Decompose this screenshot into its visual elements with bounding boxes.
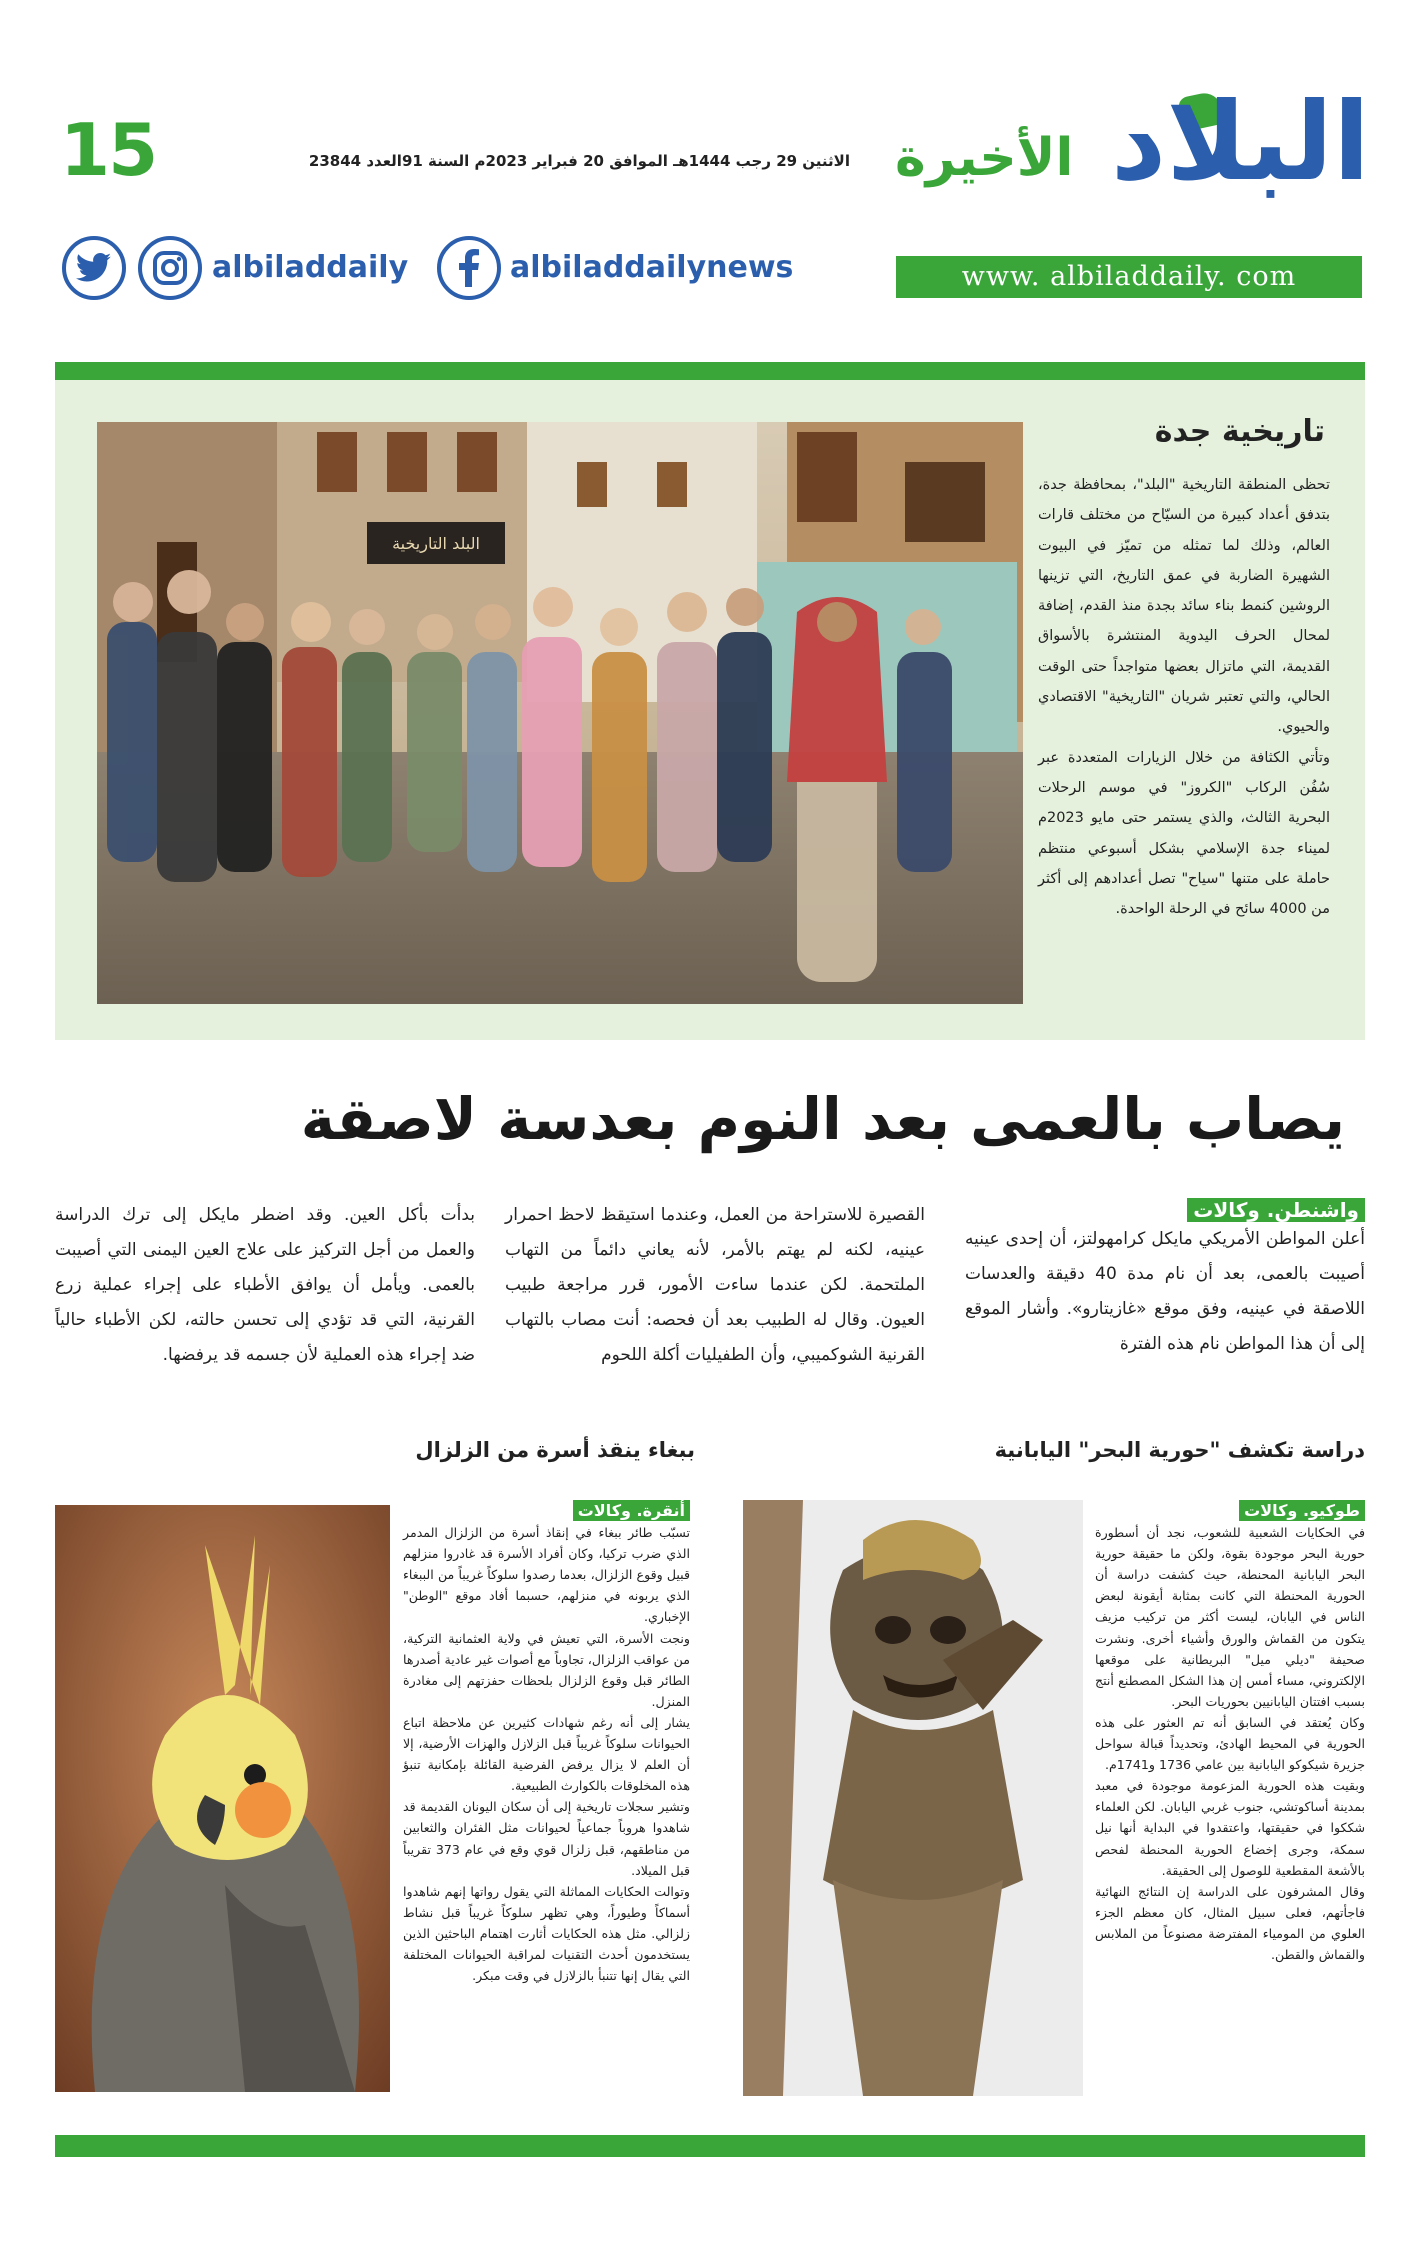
mermaid-story-body bbox=[1095, 1500, 1365, 1965]
mermaid-paragraph: وكان يُعتقد في السابق أنه تم العثور على هذه الحورية في المحيط الهادئ، وتحديداً قبالة سواحل جزيرة شيكوكو اليابانية بين عامي 1736 و1741م. bbox=[1095, 1714, 1365, 1773]
website-url[interactable]: www. albiladdaily. com bbox=[896, 256, 1362, 298]
main-story-col-2: القصيرة للاستراحة من العمل، وعندما استيقظ لاحظ احمرار عينيه، لكنه لم يهتم بالأمر، لأنه يعاني دائماً من التهاب الملتحمة. لكن عندما ساءت الأمور، قرر مراجعة طبيب العيون. وقال له الطبيب بعد أن فحصه: أنت مصاب بالتهاب القرنية الشوكميبي، وأن الطفيليات أكلة اللحوم bbox=[505, 1205, 925, 1365]
feature-title: تاريخية جدة bbox=[1154, 414, 1325, 449]
mermaid-paragraph: وبقيت هذه الحورية المزعومة موجودة في معبد بمدينة أساكوتشي، جنوب غربي اليابان. لكن العلماء شككوا في حقيقتها، واعتقدوا في البداية أنها نيل سمكة، وجرى إخضاع الحورية المحنطة لفحص بالأشعة المقطعية للوصول إلى الحقيقة. bbox=[1095, 1778, 1365, 1878]
facebook-icon[interactable] bbox=[437, 236, 501, 300]
logo-sub-text: الأخيرة bbox=[895, 128, 1074, 188]
main-headline: يصاب بالعمى بعد النوم بعدسة لاصقة bbox=[300, 1085, 1345, 1153]
parrot-paragraph: ونجت الأسرة، التي تعيش في ولاية العثمانية التركية، من عواقب الزلزال، تجاوباً مع أصوات غير عادية أصدرها الطائر قبل وقوع الزلزال بلحظات حفزتهم إلى مغادرة المنزل. bbox=[403, 1630, 690, 1709]
main-story-col-1 bbox=[965, 1198, 1365, 1362]
mermaid-paragraph: في الحكايات الشعبية للشعوب، نجد أن أسطورة حورية البحر موجودة بقوة، ولكن ما حقيقة حورية البحر اليابانية المحنطة، حيث كشفت دراسة أن الحورية المحنطة التي كانت بمثابة أيقونة لبعض الناس في اليابان، ليست أكثر من تركيب مزيف يتكون من القماش والورق وأشياء أخرى. ونشرت صحيفة "ديلي ميل" البريطانية على موقعها الإلكتروني، مساء أمس إن هذا الشكل المصطنع أنتج بسبب افتتان اليابانيين بحوريات البحر. bbox=[1095, 1525, 1365, 1709]
issue-date-line: الاثنين 29 رجب 1444هـ الموافق 20 فبراير 2023م السنة 91العدد 23844 bbox=[308, 152, 850, 170]
photo-shop-sign: البلد التاريخية bbox=[392, 534, 480, 553]
feature-paragraph: وتأتي الكثافة من خلال الزيارات المتعددة عبر سُفُن الركاب "الكروز" في موسم الرحلات البحرية الثالث، والذي يستمر حتى مايو 2023م لميناء جدة الإسلامي بشكل أسبوعي منتظم حاملة على متنها "سياح" تصل أعدادهم إلى أكثر من 4000 سائح في الرحلة الواحدة. bbox=[1038, 749, 1330, 918]
newspaper-logo[interactable] bbox=[895, 80, 1370, 208]
feature-body bbox=[1038, 470, 1330, 924]
mermaid-paragraph: وقال المشرفون على الدراسة إن النتائج النهائية فاجأتهم، فعلى سبيل المثال، كان معظم الجزء العلوي من المومياء المفترضة مصنوعاً من الملابس والقماش والقطن. bbox=[1095, 1883, 1365, 1962]
twitter-icon[interactable] bbox=[62, 236, 126, 300]
mermaid-story-title: دراسة تكشف "حورية البحر" اليابانية bbox=[994, 1438, 1365, 1462]
page-number: 15 bbox=[60, 108, 157, 192]
feature-paragraph: تحظى المنطقة التاريخية "البلد"، بمحافظة جدة، بتدفق أعداد كبيرة من السيّاح من مختلف قارات العالم، وذلك لما تمثله من تميّز في البيوت الشهيرة الضاربة في عمق التاريخ، التي تزينها الروشين كنمط بناء سائد بجدة منذ القدم، إضافة لمحال الحرف اليدوية المنتشرة بالأسواق القديمة، التي ماتزال بعضها متواجداً حتى الوقت الحالي، والتي تعتبر شريان "التاريخية" الاقتصادي والحيوي. bbox=[1038, 477, 1330, 736]
main-story-dateline: واشنطن. وكالات bbox=[1187, 1198, 1365, 1222]
top-divider-band bbox=[55, 362, 1365, 380]
parrot-story-title: ببغاء ينقذ أسرة من الزلزال bbox=[415, 1438, 695, 1462]
parrot-paragraph: تسبّب طائر ببغاء في إنقاذ أسرة من الزلزال المدمر الذي ضرب تركيا، وكان أفراد الأسرة قد غادروا منزلهم قبيل وقوع الزلزال، بعدما رصدوا سلوكاً غريباً من الببغاء الذي يربونه في منزلهم، حسبما أفاد موقع "الوطن" الإخباري. bbox=[403, 1525, 690, 1625]
parrot-paragraph: يشار إلى أنه رغم شهادات كثيرين عن ملاحظة اتباع الحيوانات سلوكاً غريباً قبل الزلازل والهزات الأرضية، إلا أن العلم لا يزال يرفض الفرضية القائلة بإمكانية تنبؤ هذه المخلوقات بالكوارث الطبيعية. bbox=[403, 1714, 690, 1794]
mermaid-story-dateline: طوكيو. وكالات bbox=[1239, 1500, 1365, 1521]
parrot-story-dateline: أنقرة. وكالات bbox=[573, 1500, 690, 1521]
instagram-icon[interactable] bbox=[138, 236, 202, 300]
logo-main-text: البلاد bbox=[1110, 80, 1370, 205]
parrot-story-body bbox=[403, 1500, 690, 1986]
mermaid-mummy-photo bbox=[743, 1500, 1083, 2096]
cockatiel-parrot-photo bbox=[55, 1505, 390, 2092]
feature-photo-tourists-jeddah bbox=[97, 422, 1023, 1004]
main-story-col-1-text: أعلن المواطن الأمريكي مايكل كرامهولتز، أن إحدى عينيه أصيبت بالعمى، بعد أن نام مدة 40 دقيقة والعدسات اللاصقة في عينيه، وفق موقع «غازيتارو». وأشار الموقع إلى أن هذا المواطن نام هذه الفترة bbox=[965, 1229, 1366, 1354]
main-story-col-3: بدأت بأكل العين. وقد اضطر مايكل إلى ترك الدراسة والعمل من أجل التركيز على علاج العين اليمنى التي أصيبت بالعمى. ويأمل أن يوافق الأطباء على إجراء عملية زرع القرنية، التي قد تؤدي إلى تحسن حالته، لكن الأطباء حالياً ضد إجراء هذه العملية لأن جسمه قد يرفضها. bbox=[55, 1205, 475, 1365]
bottom-divider-band bbox=[55, 2135, 1365, 2157]
parrot-paragraph: وتوالت الحكايات المماثلة التي يقول رواتها إنهم شاهدوا أسماكاً وطيوراً، وهي تظهر سلوكاً غريباً قبل نشاط زلزالي. مثل هذه الحكايات أثارت اهتمام الباحثين الذين يستخدمون أحدث التقنيات لمراقبة الحيوانات المختلفة التي يقال إنها تتنبأ بالزلازل في وقت مبكر. bbox=[403, 1883, 690, 1984]
parrot-paragraph: وتشير سجلات تاريخية إلى أن سكان اليونان القديمة قد شاهدوا هروباً جماعياً لحيوانات مثل الفئران والثعابين من مناطقهم، قبل زلزال قوي وقع في عام 373 تقريباً قبل الميلاد. bbox=[403, 1799, 690, 1878]
instagram-handle[interactable]: albiladdaily bbox=[212, 250, 409, 285]
facebook-handle[interactable]: albiladdailynews bbox=[510, 250, 794, 285]
